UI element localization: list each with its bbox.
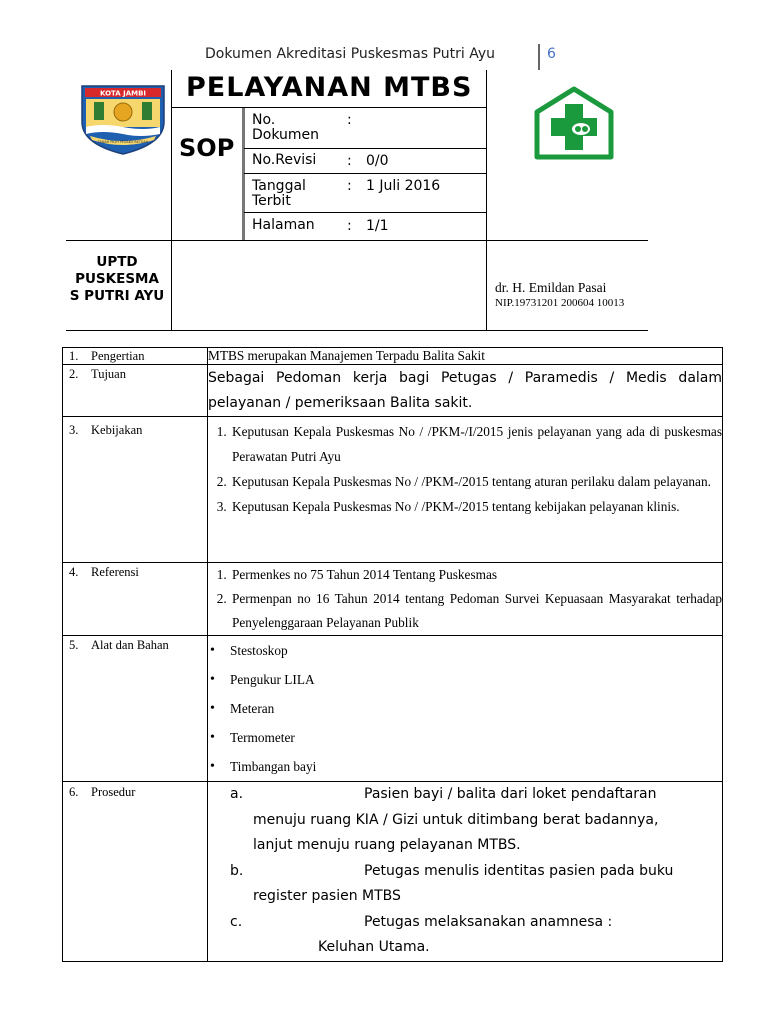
field-divider (244, 212, 486, 213)
step-continuation: register pasien MTBS (253, 888, 401, 904)
step-continuation: menuju ruang KIA / Gizi untuk ditimbang berat badannya, (253, 811, 659, 828)
sop-title: PELAYANAN MTBS (186, 72, 473, 103)
table-row-referensi (63, 563, 723, 636)
procedure-step (208, 859, 716, 910)
row-label: Kebijakan (91, 423, 143, 437)
field-label-no-revisi: No.Revisi (252, 152, 317, 168)
table-row-prosedur (63, 782, 723, 962)
signatory-name: dr. H. Emildan Pasai (495, 280, 607, 295)
procedure-step (208, 910, 716, 936)
field-label-halaman: Halaman (252, 217, 315, 233)
row-label: Alat dan Bahan (91, 638, 169, 652)
row-label: Tujuan (91, 367, 126, 381)
tujuan-text: Sebagai Pedoman kerja bagi Petugas / Paramedis / Medis dalam pelayanan / pemeriksaan Balita sakit. (208, 365, 723, 417)
field-divider (244, 148, 486, 149)
sop-left-border (171, 70, 172, 330)
referensi-list (208, 563, 722, 635)
puskesmas-logo-icon (534, 86, 614, 160)
pengertian-text: MTBS merupakan Manajemen Terpadu Balita Sakit (208, 348, 723, 365)
row-label: Pengertian (91, 349, 145, 363)
row-number: 5. (69, 638, 79, 652)
list-item: • Meteran (230, 694, 722, 723)
sop-label: SOP (179, 134, 235, 162)
header-separator (538, 44, 540, 70)
row-number: 4. (69, 565, 79, 579)
table-row-alat-dan-bahan (63, 636, 723, 782)
step-lead: Pasien bayi / balita dari loket pendaftaran (364, 786, 657, 802)
step-lead: Petugas menulis identitas pasien pada buku (364, 862, 674, 879)
header-bottom-border (66, 330, 648, 331)
sop-content-table (62, 347, 723, 962)
kota-jambi-emblem-icon (80, 84, 166, 156)
header-bottom-divider (66, 240, 648, 241)
list-item: • Stestoskop (230, 636, 722, 665)
field-colon: : (347, 178, 352, 194)
field-divider (244, 173, 486, 174)
list-item: 3. Keputusan Kepala Puskesmas No / /PKM-/2015 tentang kebijakan pelayanan klinis. (230, 494, 722, 519)
list-item: • Timbangan bayi (230, 752, 722, 781)
field-value-halaman: 1/1 (366, 218, 389, 234)
step-continuation: lanjut menuju ruang pelayanan MTBS. (253, 837, 521, 853)
table-row-tujuan (63, 365, 723, 417)
alat-list (208, 636, 722, 781)
list-item: 1. Keputusan Kepala Puskesmas No / /PKM-/I/2015 jenis pelayanan yang ada di puskesmas Perawatan Putri Ayu (230, 419, 722, 469)
field-value-tanggal-terbit: 1 Juli 2016 (366, 178, 441, 194)
list-item: • Pengukur LILA (230, 665, 722, 694)
field-value-no-revisi: 0/0 (366, 153, 389, 169)
field-colon: : (347, 112, 352, 128)
step-marker: c. (230, 913, 243, 930)
field-column-border (242, 108, 245, 240)
table-row-kebijakan (63, 417, 723, 563)
list-item: • Termometer (230, 723, 722, 752)
row-number: 2. (69, 367, 79, 381)
sop-right-border (486, 70, 487, 330)
field-colon: : (347, 153, 352, 169)
field-label-no-dokumen: No. Dokumen (252, 112, 320, 143)
list-item: 2. Permenpan no 16 Tahun 2014 tentang Pedoman Survei Kepuasaan Masyarakat terhadap Penyelenggaraan Pelayanan Publik (230, 587, 722, 635)
document-header-title: Dokumen Akreditasi Puskesmas Putri Ayu (205, 46, 495, 62)
step-marker: b. (230, 862, 244, 879)
row-number: 1. (69, 349, 79, 363)
emblem-name-text: KOTA JAMBI (99, 89, 147, 98)
kebijakan-list (208, 419, 722, 519)
list-item: 1. Permenkes no 75 Tahun 2014 Tentang Puskesmas (230, 563, 722, 587)
procedure-trailing-text: Keluhan Utama. (318, 939, 430, 955)
title-divider (172, 107, 486, 108)
signatory-nip: NIP.19731201 200604 10013 (495, 297, 625, 309)
organization-name: UPTD PUSKESMA S PUTRI AYU (69, 254, 165, 304)
row-label: Prosedur (91, 785, 136, 799)
step-lead: Petugas melaksanakan anamnesa : (364, 913, 613, 930)
step-marker: a. (230, 786, 244, 802)
row-number: 6. (69, 785, 79, 799)
page-number: 6 (547, 46, 556, 62)
table-row-pengertian (63, 348, 723, 365)
field-label-tanggal-terbit: Tanggal Terbit (252, 178, 306, 209)
row-label: Referensi (91, 565, 139, 579)
list-item: 2. Keputusan Kepala Puskesmas No / /PKM-/2015 tentang aturan perilaku dalam pelayanan. (230, 469, 722, 494)
procedure-step (208, 782, 716, 859)
field-colon: : (347, 218, 352, 234)
emblem-motto-text: TANAH PILIH PESAKO BETUAH (97, 140, 149, 144)
row-number: 3. (69, 423, 79, 437)
